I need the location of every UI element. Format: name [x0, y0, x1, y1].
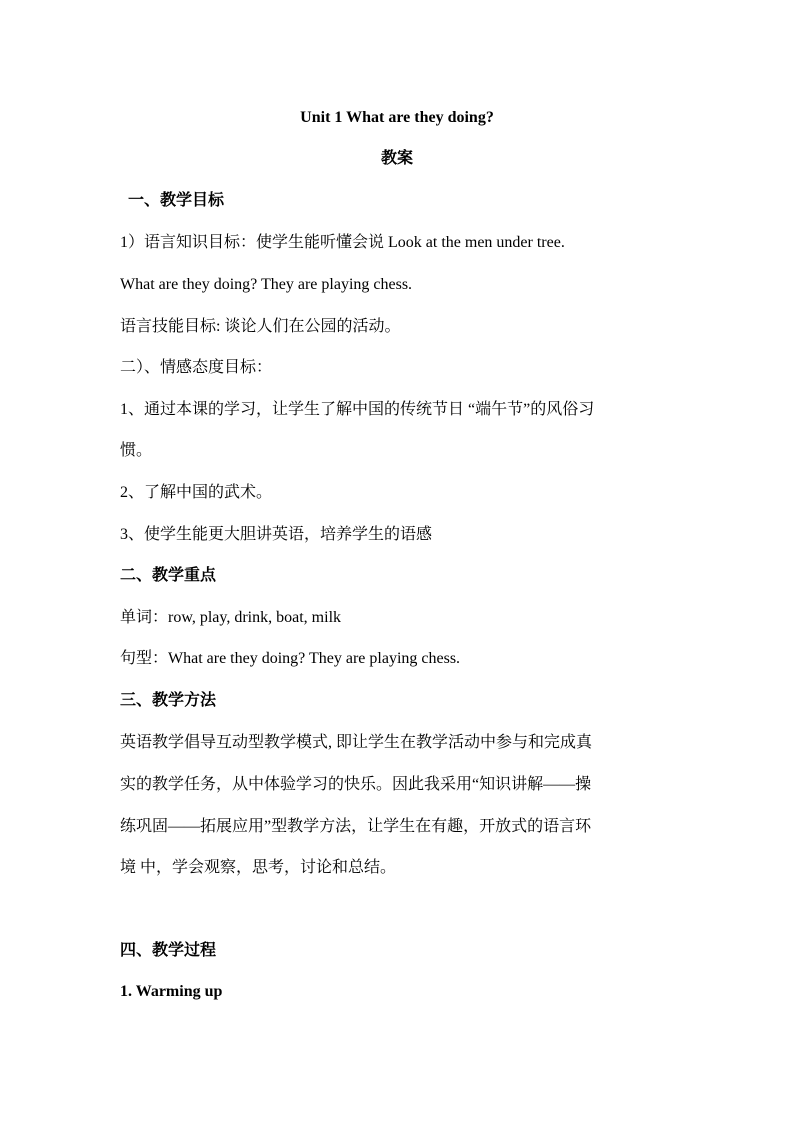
paragraph-line: 2、了解中国的武术。 [120, 484, 273, 501]
paragraph-line: 3、使学生能更大胆讲英语，培养学生的语感 [120, 526, 433, 543]
section-heading-methods: 三、教学方法 [120, 692, 217, 709]
paragraph-line: 练巩固——拓展应用”型教学方法，让学生在有趣，开放式的语言环 [120, 818, 592, 835]
paragraph-line: 语言技能目标: 谈论人们在公园的活动。 [120, 318, 401, 335]
paragraph-line: 句型：What are they doing? They are playing chess. [120, 650, 461, 667]
paragraph-line: What are they doing? They are playing chess. [120, 276, 413, 293]
paragraph-line: 1）语言知识目标：使学生能听懂会说 Look at the men under tree. [120, 234, 565, 251]
subsection-heading-warming-up: 1. Warming up [120, 983, 223, 1000]
paragraph-line: 单词：row, play, drink, boat, milk [120, 609, 342, 626]
paragraph-line: 实的教学任务，从中体验学习的快乐。因此我采用“知识讲解——操 [120, 776, 592, 793]
paragraph-line: 1、通过本课的学习，让学生了解中国的传统节日 “端午节”的风俗习 [120, 401, 595, 418]
section-heading-key-points: 二、教学重点 [120, 567, 217, 584]
paragraph-line: 境 中，学会观察，思考，讨论和总结。 [120, 859, 397, 876]
paragraph-line: 二）、情感态度目标： [120, 359, 273, 376]
section-heading-objectives: 一、教学目标 [128, 192, 225, 209]
section-heading-process: 四、教学过程 [120, 942, 217, 959]
document-title: Unit 1 What are they doing? [300, 109, 494, 126]
paragraph-line: 英语教学倡导互动型教学模式, 即让学生在教学活动中参与和完成真 [120, 734, 593, 751]
paragraph-line: 惯。 [120, 442, 153, 459]
document-subtitle: 教案 [380, 150, 413, 167]
